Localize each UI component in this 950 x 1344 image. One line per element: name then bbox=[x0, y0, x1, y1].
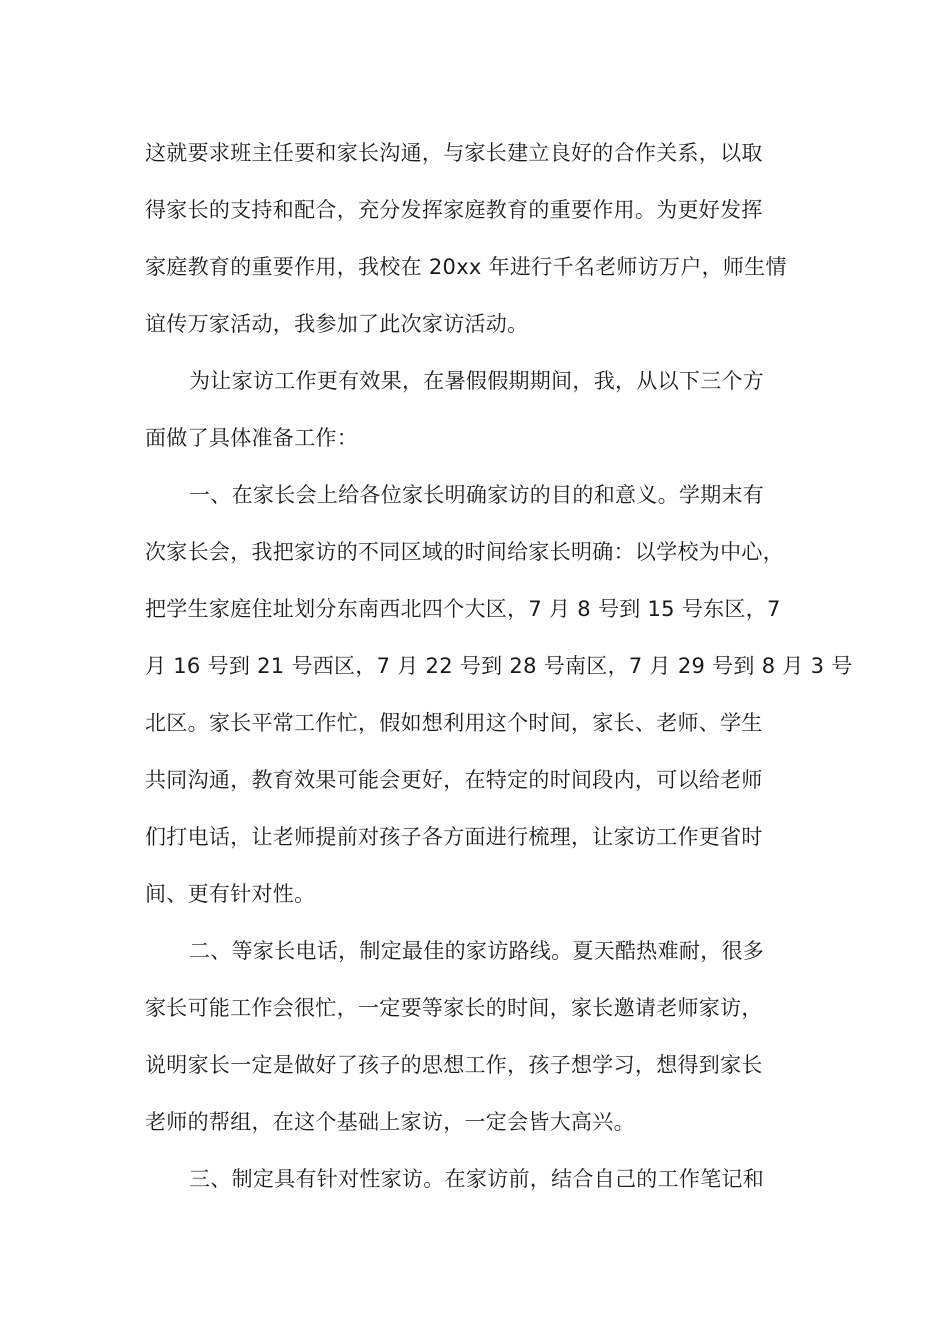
document-body bbox=[145, 128, 853, 1211]
paragraph-start-line: 为让家访工作更有效果，在暑假假期期间，我，从以下三个方 bbox=[189, 369, 765, 393]
text-line: 家长可能工作会很忙，一定要等家长的时间，家长邀请老师家访， bbox=[145, 996, 763, 1020]
text-line: 得家长的支持和配合，充分发挥家庭教育的重要作用。为更好发挥 bbox=[145, 198, 763, 222]
text-line: 老师的帮组，在这个基础上家访，一定会皆大高兴。 bbox=[145, 1110, 635, 1134]
text-line: 面做了具体准备工作： bbox=[145, 426, 358, 450]
paragraph-start-line: 三、制定具有针对性家访。在家访前，结合自己的工作笔记和 bbox=[189, 1167, 765, 1191]
text-line: 说明家长一定是做好了孩子的思想工作，孩子想学习，想得到家长 bbox=[145, 1053, 763, 1077]
paragraph-start-line: 二、等家长电话，制定最佳的家访路线。夏天酷热难耐，很多 bbox=[189, 939, 765, 963]
text-line: 这就要求班主任要和家长沟通，与家长建立良好的合作关系，以取 bbox=[145, 141, 763, 165]
text-line: 共同沟通，教育效果可能会更好，在特定的时间段内，可以给老师 bbox=[145, 768, 763, 792]
text-line: 家庭教育的重要作用，我校在 20xx 年进行千名老师访万户，师生情 bbox=[145, 255, 787, 279]
text-line: 谊传万家活动，我参加了此次家访活动。 bbox=[145, 312, 529, 336]
text-line: 把学生家庭住址划分东南西北四个大区，7 月 8 号到 15 号东区，7 bbox=[145, 597, 781, 621]
text-line: 北区。家长平常工作忙，假如想利用这个时间，家长、老师、学生 bbox=[145, 711, 763, 735]
paragraph-start-line: 一、在家长会上给各位家长明确家访的目的和意义。学期末有 bbox=[189, 483, 765, 507]
text-line: 次家长会，我把家访的不同区域的时间给家长明确：以学校为中心， bbox=[145, 540, 784, 564]
text-line: 间、更有针对性。 bbox=[145, 882, 316, 906]
text-line: 们打电话，让老师提前对孩子各方面进行梳理，让家访工作更省时 bbox=[145, 825, 763, 849]
text-line: 月 16 号到 21 号西区，7 月 22 号到 28 号南区，7 月 29 号到 8 月 3 号 bbox=[145, 654, 853, 678]
